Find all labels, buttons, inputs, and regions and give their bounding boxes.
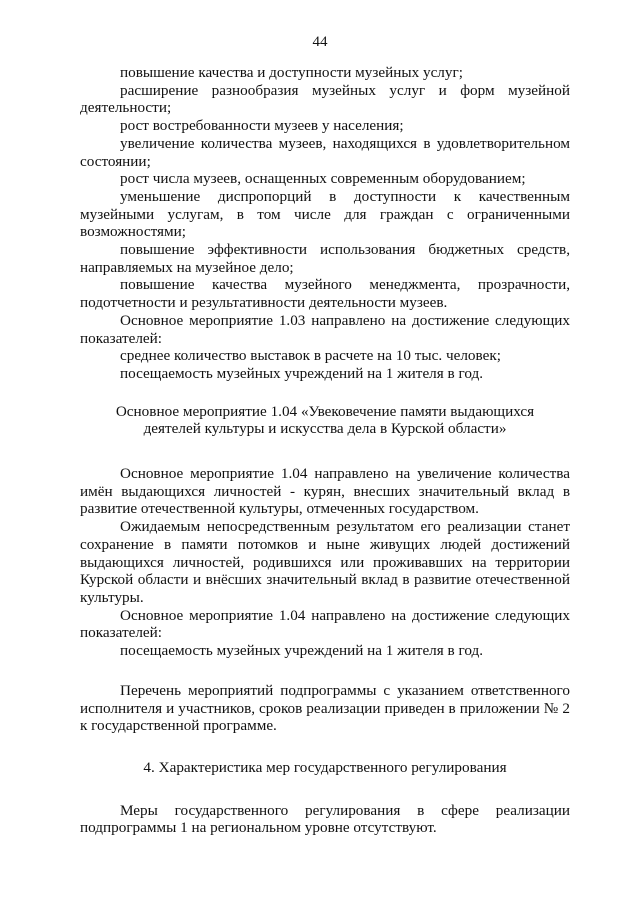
paragraph-104-indicators: Основное мероприятие 1.04 направлено на достижение следующих показателей: (80, 606, 570, 642)
list-item: посещаемость музейных учреждений на 1 жителя в год. (120, 642, 484, 660)
paragraph-104-purpose: Основное мероприятие 1.04 направлено на увеличение количества имён выдающихся личностей - курян, внесших значительный вклад в развитие отечественной культуры, отмеченных государством. (80, 465, 570, 518)
section-heading-4: 4. Характеристика мер государственного регулирования (143, 758, 507, 776)
paragraph-activities-list: Перечень мероприятий подпрограммы с указанием ответственного исполнителя и участников, сроков реализации приведен в приложении № 2 к государственной программе. (80, 681, 570, 735)
list-item: увеличение количества музеев, находящихся в удовлетворительном состоянии; (80, 134, 570, 170)
list-item: уменьшение диспропорций в доступности к качественным музейными услугам, в том числе для граждан с ограниченными возможностями; (80, 187, 570, 241)
section-heading-104: Основное мероприятие 1.04 «Увековечение памяти выдающихся деятелей культуры и искусства дела в Курской области» (115, 402, 535, 438)
list-item: повышение качества и доступности музейных услуг; (120, 64, 463, 81)
list-item: повышение качества музейного менеджмента, прозрачности, подотчетности и результативности деятельности музеев. (80, 276, 570, 312)
page-number: 44 (312, 34, 328, 50)
list-item: рост числа музеев, оснащенных современным оборудованием; (120, 170, 526, 188)
list-item: повышение эффективности использования бюджетных средств, направляемых на музейное дело; (80, 241, 570, 276)
list-item: среднее количество выставок в расчете на 10 тыс. человек; (120, 347, 501, 365)
paragraph-104-result: Ожидаемым непосредственным результатом его реализации станет сохранение в памяти потомков и ныне живущих людей достижений выдающихся личностей, родившихся или проживавших на территории Курской области и внёсших значительный вклад в развитие отечественной культуры. (80, 518, 570, 606)
list-item: расширение разнообразия музейных услуг и форм музейной деятельности; (80, 81, 570, 117)
list-item: посещаемость музейных учреждений на 1 жителя в год. (120, 364, 484, 382)
paragraph-103-indicators: Основное мероприятие 1.03 направлено на достижение следующих показателей: (80, 311, 570, 347)
page-body (80, 64, 570, 837)
paragraph-regulation: Меры государственного регулирования в сфере реализации подпрограммы 1 на региональном уровне отсутствуют. (80, 801, 570, 837)
list-item: рост востребованности музеев у населения; (120, 117, 404, 135)
